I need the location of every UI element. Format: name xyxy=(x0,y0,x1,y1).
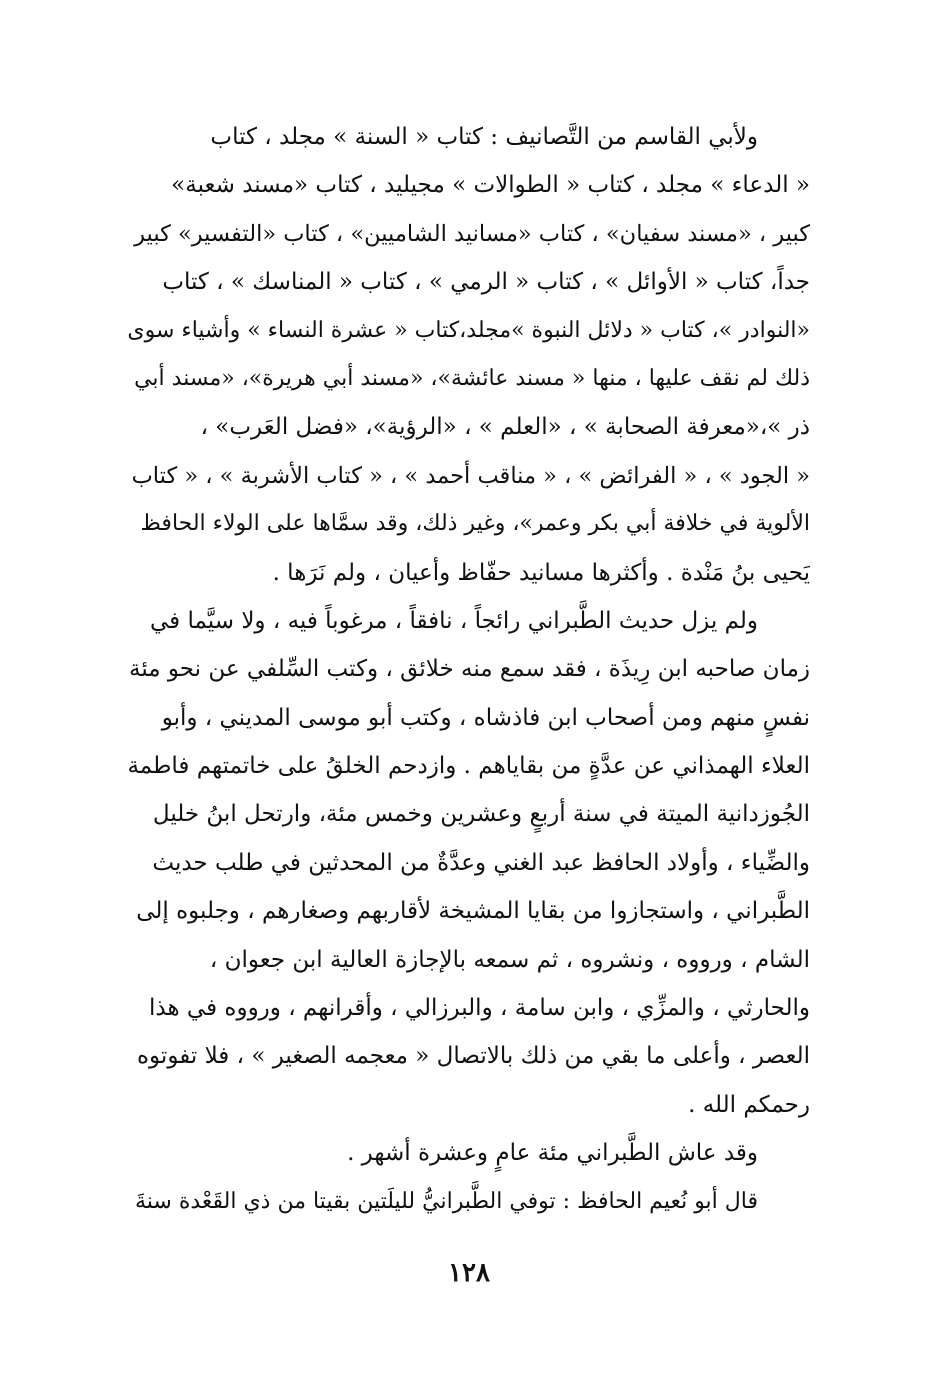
text-line: الطَّبراني ، واستجازوا من بقايا المشيخة لأقاربهم وصغارهم ، وجلبوه إلى xyxy=(136,898,810,925)
text-line: الجُوزدانية الميتة في سنة أربعٍ وعشرين وخمس مئة، وارتحل ابنُ خليل xyxy=(152,801,810,828)
text-line: جداً، كتاب « الأوائل » ، كتاب « الرمي » ، كتاب « المناسك » ، كتاب xyxy=(162,269,810,296)
text-line: نفسٍ منهم ومن أصحاب ابن فاذشاه ، وكتب أبو موسى المديني ، وأبو xyxy=(161,704,810,731)
text-line: والضِّياء ، وأولاد الحافظ عبد الغني وعدَّةٌ من المحدثين في طلب حديث xyxy=(152,849,810,876)
text-line: الشام ، ورووه ، ونشروه ، ثم سمعه بالإجازة العالية ابن جعوان ، xyxy=(209,946,810,973)
text-line: رحمكم الله . xyxy=(688,1091,810,1118)
text-line: ذر »،«معرفة الصحابة » ، «العلم » ، «الرؤية»، «فضل العَرب» ، xyxy=(200,414,810,441)
text-line: قال أبو نُعيم الحافظ : توفي الطَّبرانيُّ لليلَتين بقيتا من ذي القَعْدة سنةَ xyxy=(134,1188,758,1214)
text-line: ولم يزل حديث الطَّبراني رائجاً ، نافقاً ، مرغوباً فيه ، ولا سيَّما في xyxy=(150,607,758,634)
text-line: العصر ، وأعلى ما بقي من ذلك بالاتصال « معجمه الصغير » ، فلا تفوتوه xyxy=(137,1043,810,1070)
text-line: ولأبي القاسم من التَّصانيف : كتاب « السنة » مجلد ، كتاب xyxy=(210,124,758,150)
text-line: الألوية في خلافة أبي بكر وعمر»، وغير ذلك، وقد سمَّاها على الولاء الحافظ xyxy=(140,511,810,537)
text-line: والحارثي ، والمزِّي ، وابن سامة ، والبرزالي ، وأقرانهم ، ورووه في هذا xyxy=(149,995,810,1022)
page-number: ١٢٨ xyxy=(448,1258,490,1288)
body-text xyxy=(126,113,810,1226)
text-line: زمان صاحبه ابن رِيذَة ، فقد سمع منه خلائق ، وكتب السِّلفي عن نحو مئة xyxy=(129,656,810,683)
text-line: العلاء الهمذاني عن عدَّةٍ من بقاياهم . وازدحم الخلقُ على خاتمتهم فاطمة xyxy=(127,753,810,780)
text-line: ذلك لم نقف عليها ، منها « مسند عائشة»، «مسند أبي هريرة»، «مسند أبي xyxy=(134,365,810,391)
text-line: «النوادر »، كتاب « دلائل النبوة »مجلد،كتاب « عشرة النساء » وأشياء سوى xyxy=(127,317,810,343)
text-line: « الجود » ، « الفرائض » ، « مناقب أحمد » ، « كتاب الأشربة » ، « كتاب xyxy=(131,462,810,489)
text-line: يَحيى بنُ مَنْدة . وأكثرها مسانيد حفّاظ وأعيان ، ولم نَرَها . xyxy=(272,559,810,586)
text-line: « الدعاء » مجلد ، كتاب « الطوالات » مجيليد ، كتاب «مسند شعبة» xyxy=(171,172,810,199)
text-line: وقد عاش الطَّبراني مئة عامٍ وعشرة أشهر . xyxy=(347,1140,758,1167)
text-line: كبير ، «مسند سفيان» ، كتاب «مسانيد الشاميين» ، كتاب «التفسير» كبير xyxy=(134,220,810,247)
